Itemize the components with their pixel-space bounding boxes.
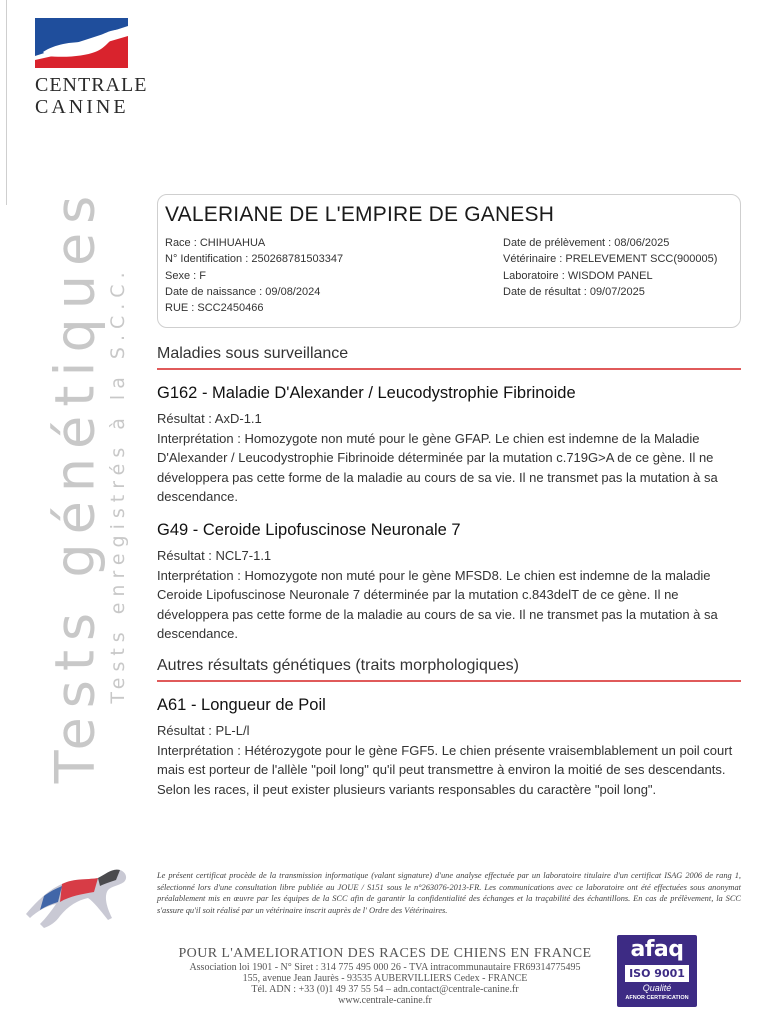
dog-identification: N° Identification : 250268781503347 xyxy=(165,253,344,266)
test-a61 xyxy=(157,696,741,799)
test-interpretation: Interprétation : Homozygote non muté pour le gène MFSD8. Le chien est indemne de la maladie Ceroide Lipofuscinose Neuronale 7 déterminée par la mutation c.843delT de ce gène. Il ne développera pas cette forme de la maladie au cours de sa vie. Il ne transmet pas la mutation à sa descendance. xyxy=(157,567,718,641)
veterinarian: Vétérinaire : PRELEVEMENT SCC(900005) xyxy=(503,253,718,266)
test-title: A61 - Longueur de Poil xyxy=(157,696,326,714)
dog-info-right xyxy=(503,235,717,300)
test-title: G162 - Maladie D'Alexander / Leucodystrophie Fibrinoide xyxy=(157,384,576,402)
section-traits xyxy=(157,657,741,682)
org-title: POUR L'AMELIORATION DES RACES DE CHIENS EN FRANCE xyxy=(178,946,592,961)
laboratory: Laboratoire : WISDOM PANEL xyxy=(503,269,653,282)
afaq-iso-badge xyxy=(617,935,697,1007)
test-g162 xyxy=(157,384,741,507)
afaq-word: afaq xyxy=(630,937,684,962)
result-date: Date de résultat : 09/07/2025 xyxy=(503,285,645,298)
sidebar-title: Tests génétiques xyxy=(43,186,107,784)
test-interpretation: Interprétation : Hétérozygote pour le gène FGF5. Le chien présente vraisemblablement un poil court mais est porteur de l'allèle "poil long" qu'il peut transmettre à environ la moitié de ses descendants. Selon les races, il peut exister plusieurs variants responsables du caractère "poil long". xyxy=(157,742,733,797)
sample-date: Date de prélèvement : 08/06/2025 xyxy=(503,237,670,249)
org-contact: Tél. ADN : +33 (0)1 49 37 55 54 – adn.contact@centrale-canine.fr xyxy=(251,984,519,995)
afaq-quality: Qualité xyxy=(642,983,672,993)
org-siret: Association loi 1901 - N° Siret : 314 775 495 000 26 - TVA intracommunautaire FR69314775495 xyxy=(189,962,581,973)
afaq-cert: AFNOR CERTIFICATION xyxy=(625,995,689,1001)
dog-name: VALERIANE DE L'EMPIRE DE GANESH xyxy=(165,203,555,226)
dog-breed: Race : CHIHUAHUA xyxy=(165,237,266,249)
section-diseases-heading: Maladies sous surveillance xyxy=(157,345,741,370)
sidebar-subtitle: Tests enregistrés à la S.C.C. xyxy=(107,266,129,704)
afaq-iso: ISO 9001 xyxy=(625,965,689,982)
test-result: Résultat : NCL7-1.1 xyxy=(157,548,272,563)
section-traits-heading: Autres résultats génétiques (traits morphologiques) xyxy=(157,657,741,682)
logo-line-2: CANINE xyxy=(35,96,129,118)
legal-notice: Le présent certificat procède de la transmission informatique (valant signature) d'une analyse effectuée par un laboratoire titulaire d'un certificat ISAG 2006 de rang 1, sélectionné lors d'une consultation libre publiée au JOUE / S151 sous le n°263076-2013-FR. Les communications avec ce laboratoire ont été effectuées sous anonymat préalablement mis en œuvre par les équipes de la SCC afin de garantir la confidentialité des échanges et la traçabilité des échantillons. En cas de prélèvement, la SCC s'assure qu'il soit réalisé par un vétérinaire inscrit auprès de l' Ordre des Vétérinaires. xyxy=(157,871,741,915)
org-website: www.centrale-canine.fr xyxy=(338,995,432,1006)
logo-line-1: CENTRALE xyxy=(35,74,148,96)
org-address: 155, avenue Jean Jaurès - 93535 AUBERVILLIERS Cedex - FRANCE xyxy=(242,973,528,984)
test-result: Résultat : PL-L/l xyxy=(157,723,250,738)
dog-sex: Sexe : F xyxy=(165,269,206,282)
test-result: Résultat : AxD-1.1 xyxy=(157,411,262,426)
test-g49 xyxy=(157,521,741,644)
section-diseases xyxy=(157,345,741,370)
dog-identity-box xyxy=(157,194,741,328)
organization-info xyxy=(150,946,620,1006)
running-dog-icon xyxy=(22,862,132,934)
test-interpretation: Interprétation : Homozygote non muté pour le gène GFAP. Le chien est indemne de la Maladie D'Alexander / Leucodystrophie Fibrinoide déterminée par la mutation c.719G>A de ce gène. Il ne développera pas cette forme de la maladie au cours de sa vie. Il ne transmet pas la mutation à sa descendance. xyxy=(157,430,718,504)
test-title: G49 - Ceroide Lipofuscinose Neuronale 7 xyxy=(157,521,461,539)
dog-rue: RUE : SCC2450466 xyxy=(165,302,264,315)
dog-info-left xyxy=(165,235,343,316)
dog-birth-date: Date de naissance : 09/08/2024 xyxy=(165,285,321,298)
